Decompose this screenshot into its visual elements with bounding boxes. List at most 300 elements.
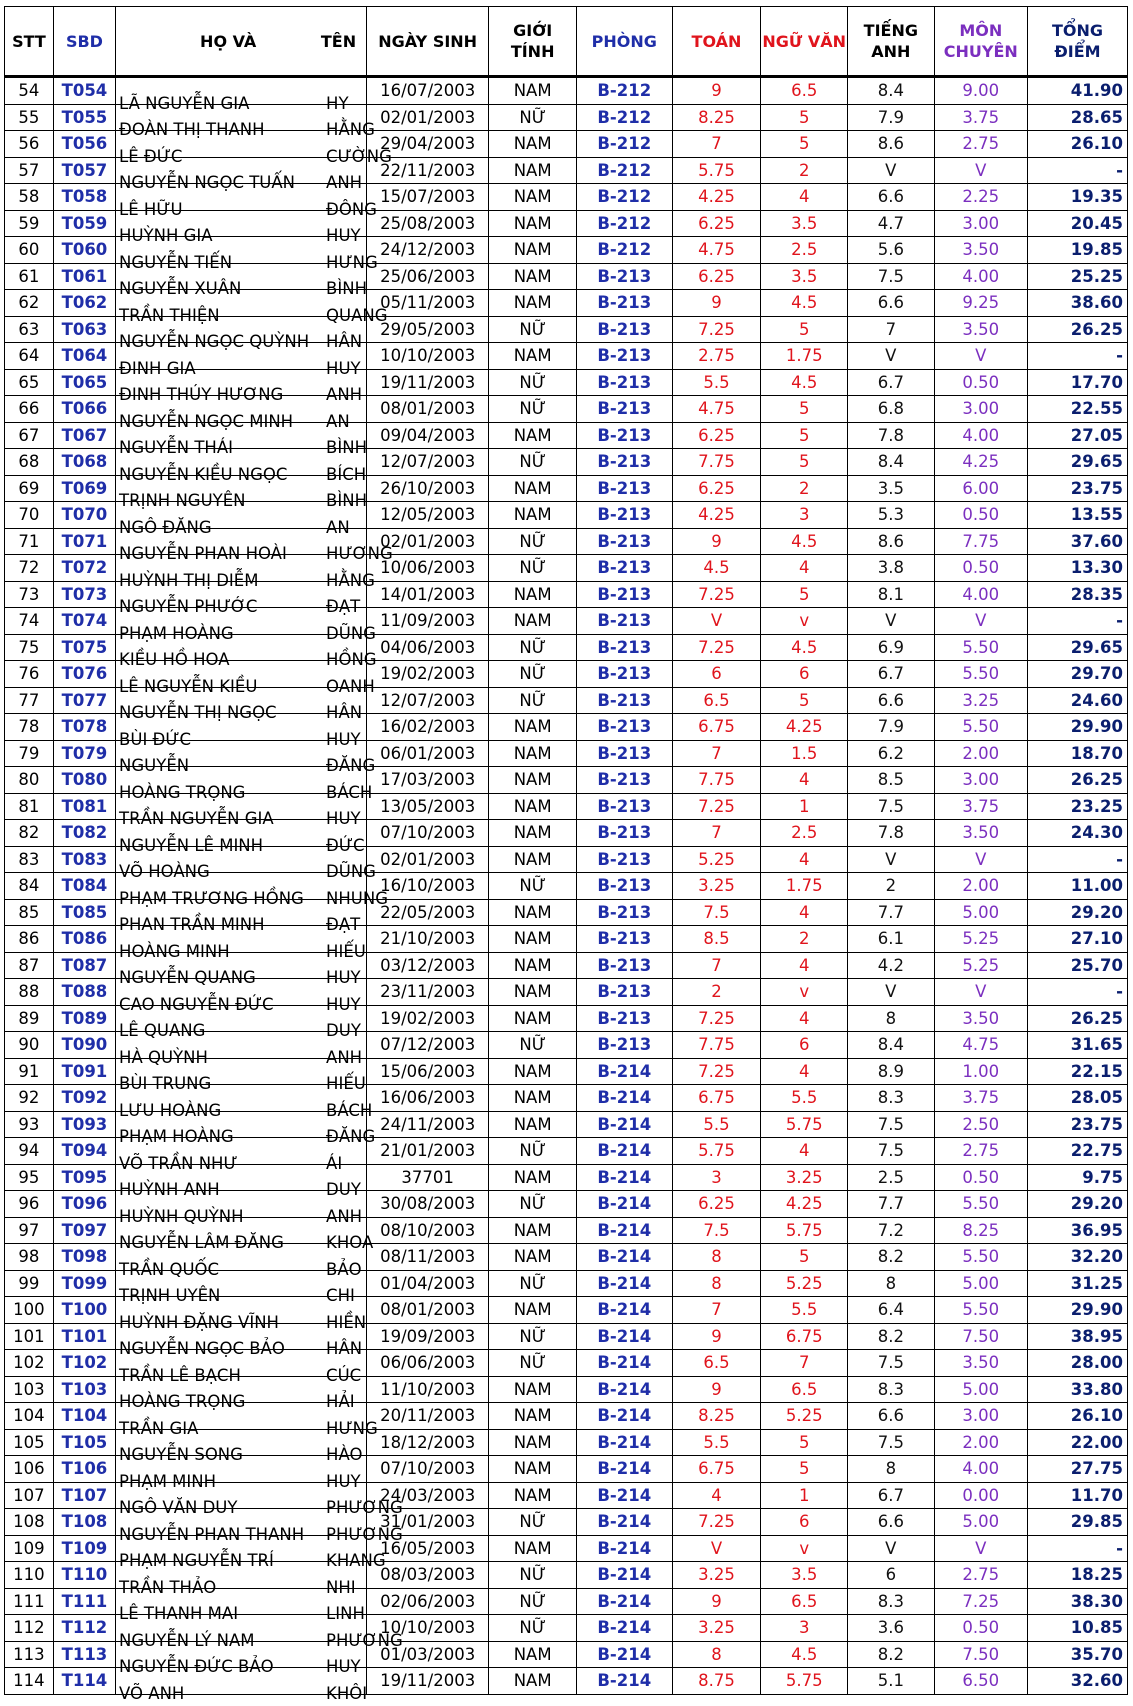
table-row — [5, 687, 1128, 714]
cell-sbd: T081 — [53, 793, 115, 820]
cell-mon-chuyen: V — [934, 979, 1027, 1006]
cell-sbd: T105 — [53, 1429, 115, 1456]
cell-ngay-sinh: 08/01/2003 — [367, 1297, 489, 1324]
cell-ngu-van: 6 — [761, 1032, 848, 1059]
cell-full-name — [116, 1641, 367, 1677]
cell-toan: 6.25 — [672, 263, 761, 290]
cell-toan: 9 — [672, 290, 761, 317]
cell-ho-va: HUỲNH ANH — [119, 1180, 220, 1200]
cell-tong-diem: 26.10 — [1027, 1403, 1127, 1430]
cell-stt: 108 — [5, 1509, 54, 1536]
cell-full-name — [116, 793, 367, 829]
cell-ngay-sinh: 01/03/2003 — [367, 1641, 489, 1668]
cell-tieng-anh: 6.6 — [848, 687, 935, 714]
cell-ngu-van: 1.75 — [761, 873, 848, 900]
cell-stt: 57 — [5, 157, 54, 184]
cell-full-name — [116, 661, 375, 696]
cell-phong: B-213 — [577, 979, 673, 1006]
cell-tong-diem: 27.75 — [1027, 1456, 1127, 1483]
cell-mon-chuyen: 7.50 — [934, 1323, 1027, 1350]
cell-ngu-van: 5.5 — [761, 1297, 848, 1324]
cell-tieng-anh: 6.7 — [848, 661, 935, 688]
table-body — [5, 77, 1128, 1703]
cell-tieng-anh: 3.6 — [848, 1615, 935, 1642]
table-row — [5, 1562, 1128, 1589]
cell-ngay-sinh: 10/10/2003 — [367, 343, 489, 370]
cell-tong-diem: 23.75 — [1027, 1111, 1127, 1138]
cell-ngu-van: 1.5 — [761, 740, 848, 767]
cell-ho-va: NGUYỄN NGỌC BẢO — [119, 1339, 285, 1359]
cell-gioi-tinh: NAM — [489, 1429, 577, 1456]
cell-gioi-tinh: NAM — [489, 1668, 577, 1695]
cell-sbd: T098 — [53, 1244, 115, 1271]
cell-toan: 7 — [672, 820, 761, 847]
table-row — [5, 1323, 1128, 1350]
cell-ho-va: VÕ TRẦN NHƯ — [119, 1153, 238, 1173]
cell-ngu-van: 3.5 — [761, 263, 848, 290]
cell-phong: B-212 — [577, 237, 673, 264]
cell-mon-chuyen: 3.00 — [934, 210, 1027, 237]
cell-ten: ANH — [326, 173, 363, 193]
cell-mon-chuyen: 5.00 — [934, 1509, 1027, 1536]
cell-ten: HUY — [326, 358, 361, 378]
cell-tieng-anh: 8.6 — [848, 131, 935, 158]
cell-mon-chuyen: 4.75 — [934, 1032, 1027, 1059]
cell-tong-diem: 32.60 — [1027, 1668, 1127, 1695]
cell-mon-chuyen: V — [934, 608, 1027, 635]
cell-tieng-anh: 6.6 — [848, 184, 935, 211]
cell-ho-va: NGUYỄN THÁI — [119, 438, 233, 458]
cell-tong-diem: 11.00 — [1027, 873, 1127, 900]
cell-stt: 99 — [5, 1270, 54, 1297]
cell-ten: ANH — [326, 1047, 363, 1067]
cell-stt: 58 — [5, 184, 54, 211]
cell-full-name — [116, 767, 373, 802]
cell-toan: 9 — [672, 1376, 761, 1403]
cell-sbd: T096 — [53, 1191, 115, 1218]
cell-stt: 105 — [5, 1429, 54, 1456]
cell-tieng-anh: 6.7 — [848, 1482, 935, 1509]
cell-tieng-anh: 5.1 — [848, 1668, 935, 1695]
cell-tieng-anh: 3.8 — [848, 555, 935, 582]
cell-sbd: T078 — [53, 714, 115, 741]
cell-gioi-tinh: NAM — [489, 714, 577, 741]
cell-gioi-tinh: NỮ — [489, 873, 577, 900]
cell-phong: B-213 — [577, 316, 673, 343]
cell-full-name — [116, 714, 367, 749]
cell-phong: B-213 — [577, 369, 673, 396]
cell-stt: 89 — [5, 1005, 54, 1032]
cell-ho-va: TRẦN LÊ BẠCH — [119, 1365, 241, 1385]
cell-toan: 8 — [672, 1270, 761, 1297]
cell-mon-chuyen: 5.50 — [934, 714, 1027, 741]
cell-tieng-anh: 7.5 — [848, 1429, 935, 1456]
cell-gioi-tinh: NAM — [489, 846, 577, 873]
cell-ho-va: HUỲNH GIA — [119, 226, 213, 246]
cell-tieng-anh: 7.5 — [848, 1111, 935, 1138]
cell-ngu-van: 5 — [761, 131, 848, 158]
cell-gioi-tinh: NỮ — [489, 1588, 577, 1615]
cell-ngu-van: 4 — [761, 555, 848, 582]
cell-toan: 7.75 — [672, 449, 761, 476]
table-row — [5, 131, 1128, 158]
cell-full-name — [116, 237, 378, 272]
cell-stt: 114 — [5, 1668, 54, 1695]
cell-ngu-van: 3.5 — [761, 1562, 848, 1589]
cell-tieng-anh: 7.5 — [848, 793, 935, 820]
cell-mon-chuyen: 3.50 — [934, 237, 1027, 264]
cell-phong: B-213 — [577, 634, 673, 661]
cell-toan: 7.25 — [672, 1005, 761, 1032]
cell-ngay-sinh: 21/10/2003 — [367, 926, 489, 953]
cell-full-name — [116, 1429, 367, 1465]
cell-toan: 6.75 — [672, 1456, 761, 1483]
cell-gioi-tinh: NỮ — [489, 1138, 577, 1165]
cell-ngu-van: 1 — [761, 1482, 848, 1509]
cell-tong-diem: 10.85 — [1027, 1615, 1127, 1642]
cell-full-name — [116, 475, 367, 511]
cell-ho-va: BÙI TRUNG — [119, 1074, 212, 1094]
cell-mon-chuyen: 3.00 — [934, 1403, 1027, 1430]
table-row — [5, 846, 1128, 873]
cell-stt: 106 — [5, 1456, 54, 1483]
cell-toan: 7.75 — [672, 1032, 761, 1059]
cell-phong: B-214 — [577, 1164, 673, 1191]
cell-mon-chuyen: 7.50 — [934, 1641, 1027, 1668]
table-row — [5, 77, 1128, 105]
cell-mon-chuyen: 2.75 — [934, 1138, 1027, 1165]
table-row — [5, 926, 1128, 953]
cell-ten: BÌNH — [326, 438, 367, 458]
cell-tieng-anh: 8.4 — [848, 77, 935, 105]
cell-full-name — [116, 846, 376, 882]
cell-full-name — [116, 210, 367, 246]
cell-gioi-tinh: NAM — [489, 740, 577, 767]
cell-ngay-sinh: 10/06/2003 — [367, 555, 489, 582]
cell-gioi-tinh: NỮ — [489, 1323, 577, 1350]
cell-full-name — [116, 1058, 367, 1094]
cell-stt: 59 — [5, 210, 54, 237]
cell-ngay-sinh: 23/11/2003 — [367, 979, 489, 1006]
cell-ten: ĐẠT — [326, 597, 361, 617]
cell-tieng-anh: V — [848, 1535, 935, 1562]
cell-ho-va: PHẠM MINH — [119, 1471, 217, 1491]
cell-stt: 80 — [5, 767, 54, 794]
table-row — [5, 104, 1128, 131]
cell-toan: 3.25 — [672, 1562, 761, 1589]
cell-ngay-sinh: 02/01/2003 — [367, 104, 489, 131]
cell-full-name — [116, 104, 375, 140]
cell-mon-chuyen: 3.25 — [934, 687, 1027, 714]
cell-stt: 112 — [5, 1615, 54, 1642]
cell-full-name — [116, 343, 367, 378]
cell-mon-chuyen: V — [934, 343, 1027, 370]
cell-full-name — [116, 1535, 386, 1571]
cell-ngay-sinh: 19/02/2003 — [367, 1005, 489, 1032]
cell-ngu-van: 4 — [761, 1138, 848, 1165]
cell-ten: ĐĂNG — [326, 756, 376, 776]
cell-stt: 109 — [5, 1535, 54, 1562]
cell-gioi-tinh: NAM — [489, 1111, 577, 1138]
table-row — [5, 1111, 1128, 1138]
table-row — [5, 1403, 1128, 1430]
cell-ngu-van: 5 — [761, 104, 848, 131]
cell-phong: B-214 — [577, 1509, 673, 1536]
cell-ten: CÚC — [326, 1365, 362, 1385]
cell-toan: 6 — [672, 661, 761, 688]
table-row — [5, 1297, 1128, 1324]
cell-mon-chuyen: 4.25 — [934, 449, 1027, 476]
cell-tieng-anh: 3.5 — [848, 475, 935, 502]
header-full-name — [116, 7, 367, 77]
cell-stt: 92 — [5, 1085, 54, 1112]
cell-tieng-anh: 6.4 — [848, 1297, 935, 1324]
cell-gioi-tinh: NAM — [489, 290, 577, 317]
cell-tong-diem: - — [1027, 343, 1127, 370]
cell-tong-diem: 27.10 — [1027, 926, 1127, 953]
cell-sbd: T070 — [53, 502, 115, 529]
cell-gioi-tinh: NAM — [489, 767, 577, 794]
cell-mon-chuyen: 3.50 — [934, 1350, 1027, 1377]
cell-ho-va: PHẠM TRƯƠNG HỒNG — [119, 888, 304, 908]
table-row — [5, 1270, 1128, 1297]
cell-ngu-van: 2.5 — [761, 237, 848, 264]
cell-sbd: T095 — [53, 1164, 115, 1191]
cell-ten: HUY — [326, 1471, 361, 1491]
cell-gioi-tinh: NAM — [489, 1641, 577, 1668]
cell-ten: BẢO — [326, 1259, 362, 1279]
cell-ho-va: LÊ QUANG — [119, 1021, 206, 1041]
cell-ngu-van: 6.5 — [761, 77, 848, 105]
cell-sbd: T073 — [53, 581, 115, 608]
cell-tong-diem: 18.25 — [1027, 1562, 1127, 1589]
table-row — [5, 290, 1128, 317]
table-row — [5, 1376, 1128, 1403]
cell-phong: B-213 — [577, 687, 673, 714]
cell-tieng-anh: 6.6 — [848, 1509, 935, 1536]
cell-gioi-tinh: NAM — [489, 422, 577, 449]
cell-mon-chuyen: 2.00 — [934, 740, 1027, 767]
cell-full-name — [116, 926, 367, 961]
cell-toan: 4.25 — [672, 502, 761, 529]
cell-ho-va: TRỊNH NGUYÊN — [119, 491, 246, 511]
cell-stt: 72 — [5, 555, 54, 582]
cell-ngu-van: 4 — [761, 1005, 848, 1032]
cell-gioi-tinh: NAM — [489, 1297, 577, 1324]
cell-ho-va: TRỊNH UYÊN — [119, 1286, 221, 1306]
cell-ngay-sinh: 12/07/2003 — [367, 687, 489, 714]
cell-ngu-van: 2 — [761, 475, 848, 502]
cell-full-name — [116, 422, 367, 458]
cell-toan: 5.75 — [672, 157, 761, 184]
cell-full-name — [116, 1350, 367, 1385]
cell-stt: 90 — [5, 1032, 54, 1059]
cell-phong: B-212 — [577, 77, 673, 105]
table-header — [5, 7, 1128, 77]
cell-sbd: T104 — [53, 1403, 115, 1430]
cell-toan: V — [672, 1535, 761, 1562]
cell-ngay-sinh: 30/08/2003 — [367, 1191, 489, 1218]
cell-phong: B-213 — [577, 475, 673, 502]
cell-mon-chuyen: 2.50 — [934, 1111, 1027, 1138]
cell-sbd: T075 — [53, 634, 115, 661]
cell-ten: BÁCH — [326, 1100, 373, 1120]
cell-mon-chuyen: 2.75 — [934, 1562, 1027, 1589]
cell-toan: 6.75 — [672, 1085, 761, 1112]
cell-tong-diem: 25.70 — [1027, 952, 1127, 979]
table-row — [5, 714, 1128, 741]
cell-ngu-van: 4 — [761, 952, 848, 979]
cell-full-name — [116, 1615, 403, 1650]
cell-toan: 5.5 — [672, 369, 761, 396]
cell-gioi-tinh: NAM — [489, 1164, 577, 1191]
cell-ho-va: TRẦN GIA — [119, 1418, 199, 1438]
cell-mon-chuyen: 3.50 — [934, 316, 1027, 343]
cell-ho-va: HOÀNG TRỌNG — [119, 1392, 246, 1412]
cell-stt: 55 — [5, 104, 54, 131]
cell-sbd: T106 — [53, 1456, 115, 1483]
cell-full-name — [116, 1509, 403, 1544]
cell-full-name — [116, 263, 367, 299]
cell-stt: 62 — [5, 290, 54, 317]
cell-tieng-anh: 8.5 — [848, 767, 935, 794]
cell-mon-chuyen: 9.25 — [934, 290, 1027, 317]
cell-tong-diem: 26.10 — [1027, 131, 1127, 158]
cell-stt: 96 — [5, 1191, 54, 1218]
cell-sbd: T088 — [53, 979, 115, 1006]
cell-ngu-van: 4.5 — [761, 634, 848, 661]
cell-toan: 8 — [672, 1641, 761, 1668]
cell-sbd: T101 — [53, 1323, 115, 1350]
cell-ho-va: HUỲNH THỊ DIỄM — [119, 570, 259, 590]
cell-sbd: T107 — [53, 1482, 115, 1509]
cell-toan: 4.5 — [672, 555, 761, 582]
cell-full-name — [116, 873, 389, 908]
cell-sbd: T068 — [53, 449, 115, 476]
cell-ngu-van: 2.5 — [761, 820, 848, 847]
cell-gioi-tinh: NAM — [489, 581, 577, 608]
cell-ho-va: TRẦN NGUYỄN GIA — [119, 809, 274, 829]
cell-ho-va: KIỀU HỒ HOA — [119, 650, 230, 670]
cell-ten: AN — [326, 517, 350, 537]
cell-phong: B-214 — [577, 1270, 673, 1297]
cell-phong: B-213 — [577, 820, 673, 847]
cell-toan: 7 — [672, 952, 761, 979]
cell-ngu-van: 6 — [761, 1509, 848, 1536]
cell-stt: 78 — [5, 714, 54, 741]
cell-ho-va: LÊ ĐỨC — [119, 146, 183, 166]
cell-gioi-tinh: NỮ — [489, 687, 577, 714]
cell-full-name — [116, 1138, 367, 1173]
cell-ngu-van: 2 — [761, 926, 848, 953]
cell-phong: B-214 — [577, 1191, 673, 1218]
cell-tong-diem: 29.20 — [1027, 1191, 1127, 1218]
cell-ngu-van: 3.5 — [761, 210, 848, 237]
cell-gioi-tinh: NAM — [489, 1456, 577, 1483]
cell-gioi-tinh: NAM — [489, 1005, 577, 1032]
cell-mon-chuyen: 3.75 — [934, 793, 1027, 820]
cell-gioi-tinh: NỮ — [489, 1350, 577, 1377]
cell-ngu-van: v — [761, 608, 848, 635]
cell-ten: ĐĂNG — [326, 1127, 376, 1147]
cell-full-name — [116, 1376, 367, 1412]
table-row — [5, 1509, 1128, 1536]
cell-ngu-van: 4 — [761, 767, 848, 794]
cell-tieng-anh: V — [848, 157, 935, 184]
cell-stt: 60 — [5, 237, 54, 264]
cell-mon-chuyen: 0.50 — [934, 1164, 1027, 1191]
cell-toan: 5.5 — [672, 1429, 761, 1456]
cell-full-name — [116, 449, 367, 484]
cell-ngu-van: 5 — [761, 687, 848, 714]
cell-ngay-sinh: 13/05/2003 — [367, 793, 489, 820]
cell-gioi-tinh: NAM — [489, 1403, 577, 1430]
cell-ho-va: NGUYỄN KIỀU NGỌC — [119, 464, 288, 484]
cell-tieng-anh: 8.9 — [848, 1058, 935, 1085]
cell-ngay-sinh: 16/06/2003 — [367, 1085, 489, 1112]
cell-full-name — [116, 581, 367, 617]
cell-tong-diem: - — [1027, 608, 1127, 635]
cell-ngu-van: 4.5 — [761, 528, 848, 555]
header-ho-va: HỌ VÀ — [200, 31, 257, 51]
cell-stt: 54 — [5, 77, 54, 105]
cell-ngu-van: 6 — [761, 661, 848, 688]
cell-stt: 65 — [5, 369, 54, 396]
table-row — [5, 449, 1128, 476]
cell-ngay-sinh: 19/11/2003 — [367, 369, 489, 396]
table-row — [5, 740, 1128, 767]
cell-ho-va: HUỲNH QUỲNH — [119, 1206, 244, 1226]
cell-sbd: T058 — [53, 184, 115, 211]
cell-tieng-anh: 6.6 — [848, 290, 935, 317]
cell-full-name — [116, 555, 375, 590]
cell-sbd: T093 — [53, 1111, 115, 1138]
cell-gioi-tinh: NAM — [489, 343, 577, 370]
cell-phong: B-213 — [577, 396, 673, 423]
cell-tieng-anh: 7.9 — [848, 104, 935, 131]
score-sheet — [4, 6, 1128, 1703]
cell-phong: B-213 — [577, 873, 673, 900]
cell-stt: 73 — [5, 581, 54, 608]
cell-ngay-sinh: 19/11/2003 — [367, 1668, 489, 1695]
cell-ngay-sinh: 05/11/2003 — [367, 290, 489, 317]
cell-ngu-van: 5 — [761, 422, 848, 449]
cell-tong-diem: 28.35 — [1027, 581, 1127, 608]
cell-ten: DUY — [326, 1180, 361, 1200]
cell-ho-va: VÕ ANH — [119, 1683, 185, 1703]
cell-tong-diem: - — [1027, 157, 1127, 184]
cell-full-name — [116, 131, 392, 166]
cell-full-name — [116, 608, 376, 643]
cell-stt: 71 — [5, 528, 54, 555]
cell-tieng-anh: 8.6 — [848, 528, 935, 555]
cell-ngay-sinh: 24/12/2003 — [367, 237, 489, 264]
cell-ngay-sinh: 08/01/2003 — [367, 396, 489, 423]
cell-tong-diem: - — [1027, 979, 1127, 1006]
cell-toan: 7.25 — [672, 316, 761, 343]
cell-sbd: T076 — [53, 661, 115, 688]
cell-ten: ANH — [326, 385, 363, 405]
cell-stt: 87 — [5, 952, 54, 979]
cell-phong: B-213 — [577, 449, 673, 476]
cell-gioi-tinh: NAM — [489, 1482, 577, 1509]
cell-toan: 8 — [672, 1244, 761, 1271]
cell-tong-diem: 41.90 — [1027, 77, 1127, 105]
cell-gioi-tinh: NAM — [489, 793, 577, 820]
cell-full-name — [116, 396, 367, 431]
score-table — [4, 6, 1128, 1703]
cell-gioi-tinh: NAM — [489, 1058, 577, 1085]
